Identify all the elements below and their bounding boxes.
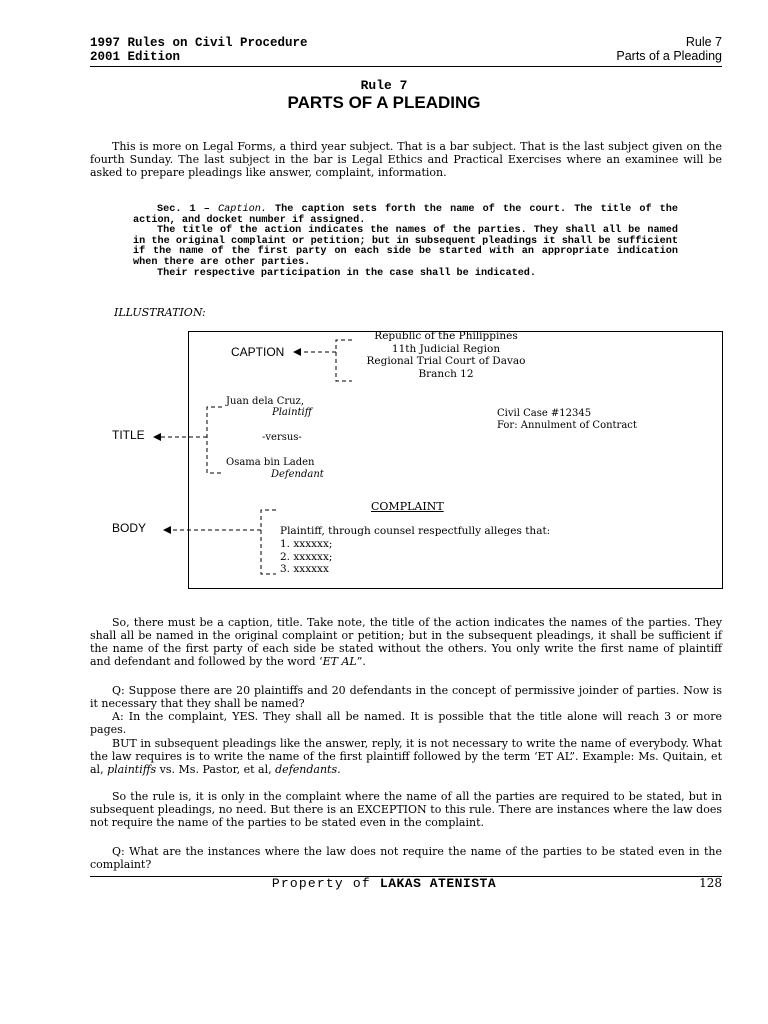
subsequent-pleadings-text: BUT in subsequent pleadings like the answer, reply, it is not necessary to write the name of everybody. What the law requires is to write the name of the first plaintiff followed by the term ‘ET AL”. Example: Ms. Quitain, et al, (90, 737, 722, 776)
footer-property (0, 876, 768, 891)
header-rule-title: Parts of a Pleading (616, 49, 722, 63)
title-bracket (207, 407, 222, 473)
allegations-list (280, 538, 332, 576)
footer-property-label: Property of (271, 876, 371, 891)
rule-number: Rule 7 (360, 78, 408, 93)
defendant-role: Defendant (271, 469, 324, 480)
caption-explanation (90, 616, 722, 668)
header-rule-number: Rule 7 (685, 35, 722, 49)
section-para-3-text: Their respective participation in the case shall be indicated. (157, 267, 537, 279)
court-line: 11th Judicial Region (391, 342, 501, 355)
plaintiffs-term: plaintiffs (107, 763, 157, 776)
caption-label: CAPTION (231, 345, 285, 359)
court-line: Republic of the Philippines (374, 330, 518, 342)
question-1-text: Q: Suppose there are 20 plaintiffs and 20 defendants in the concept of permissive joinder of parties. Now is it necessary that they shall be named? (90, 684, 722, 710)
court-line: Regional Trial Court of Davao (366, 355, 526, 367)
caption-explanation-end: ”. (356, 655, 366, 668)
rule-summary-paragraph (90, 790, 722, 829)
caption-arrowhead (293, 348, 301, 356)
plaintiff-name: Juan dela Cruz, (226, 396, 305, 407)
section-para-2-text: The title of the action indicates the names of the parties. They shall all be named in the original complaint or petition; but in subsequent pleadings it shall be sufficient if the name of the first party on each side be started with an appropriate indication when there are other parties. (133, 225, 678, 268)
title-arrowhead (153, 433, 161, 441)
body-bracket (261, 510, 276, 574)
page-number: 128 (699, 876, 722, 890)
plaintiff-role: Plaintiff (272, 407, 312, 418)
question-2 (90, 845, 722, 871)
defendants-term: defendants. (275, 763, 341, 776)
footer-owner: LAKAS ATENISTA (379, 876, 497, 891)
subsequent-pleadings-paragraph (90, 737, 722, 776)
section-heading: Caption. (218, 204, 267, 215)
allegation-item: 3. xxxxxx (280, 563, 329, 575)
defendant-name: Osama bin Laden (226, 457, 315, 468)
docket-number: Civil Case #12345 (497, 408, 592, 419)
allegation-item: 2. xxxxxx; (280, 550, 333, 563)
versus: -versus- (262, 432, 302, 443)
court-line: Branch 12 (418, 367, 474, 380)
caption-explanation-text: So, there must be a caption, title. Take note, the title of the action indicates the names of the parties. They shall all be named in the original complaint or petition; but in the subsequent pleadings, it shall be sufficient if the name of the first party of each side be stated without the others. You only write the first name of plaintiff and defendant and followed by the word ‘ (90, 616, 722, 668)
title-label: TITLE (112, 428, 145, 442)
rule-summary-text: So the rule is, it is only in the complaint where the name of all the parties are required to be stated, but in subsequent pleadings, no need. But there is an EXCEPTION to this rule. There are instances where the law does not require the name of the parties to be stated even in the complaint. (90, 790, 722, 829)
body-label: BODY (112, 521, 147, 535)
answer-1-text: A: In the complaint, YES. They shall all be named. It is possible that the title alone will reach 3 or more pages. (90, 710, 722, 736)
court-caption (346, 330, 546, 380)
header-book-title: 1997 Rules on Civil Procedure (90, 36, 308, 50)
et-al-term: ET AL (322, 655, 357, 668)
question-2-text: Q: What are the instances where the law does not require the name of the parties to be stated even in the complaint? (90, 845, 722, 871)
illustration-label: ILLUSTRATION: (114, 306, 206, 319)
complaint-intro: Plaintiff, through counsel respectfully alleges that: (280, 525, 551, 537)
case-nature: For: Annulment of Contract (497, 420, 637, 431)
question-1 (90, 684, 722, 710)
page-title: PARTS OF A PLEADING (287, 93, 481, 112)
answer-1 (90, 710, 722, 736)
section-prefix: Sec. 1 – (157, 204, 219, 215)
section-para-1-text: The caption sets forth the name of the court. The title of the action, and docket number if assigned. (133, 204, 678, 226)
intro-text: This is more on Legal Forms, a third year subject. That is a bar subject. That is the last subject given on the fourth Sunday. The last subject in the bar is Legal Ethics and Practical Exercises where an examinee will be asked to prepare pleadings like answer, complaint, information. (90, 140, 722, 179)
versus-text: vs. Ms. Pastor, et al, (156, 763, 276, 776)
header-edition: 2001 Edition (90, 50, 181, 64)
body-arrowhead (163, 526, 171, 534)
complaint-heading: COMPLAINT (371, 500, 444, 513)
allegation-item: 1. xxxxxx; (280, 538, 333, 550)
